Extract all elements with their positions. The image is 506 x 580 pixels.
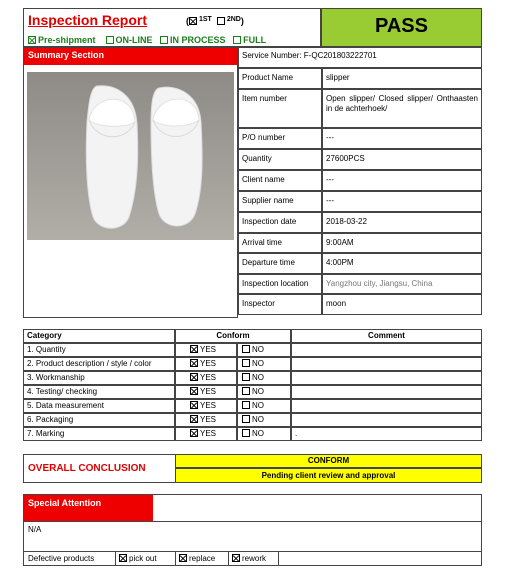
full-checkbox[interactable] bbox=[233, 36, 241, 44]
comment-cell bbox=[291, 371, 482, 385]
first-round-checkbox[interactable] bbox=[189, 17, 197, 25]
yes-checkbox[interactable] bbox=[190, 429, 198, 437]
comment-cell bbox=[291, 413, 482, 427]
yes-label: YES bbox=[200, 387, 217, 396]
yes-option[interactable] bbox=[190, 401, 216, 411]
slipper-image bbox=[27, 72, 234, 240]
yes-label: YES bbox=[200, 373, 217, 382]
no-checkbox[interactable] bbox=[242, 429, 250, 437]
defective-sep-3 bbox=[228, 551, 229, 566]
service-number: Service Number: F-QC201803222701 bbox=[242, 51, 377, 60]
field-value: 9:00AM bbox=[326, 238, 354, 247]
field-label: P/O number bbox=[242, 133, 286, 142]
no-label: NO bbox=[252, 429, 264, 438]
defective-sep-1 bbox=[115, 551, 116, 566]
no-label: NO bbox=[252, 415, 264, 424]
field-value: 2018-03-22 bbox=[326, 217, 367, 226]
overall-note: Pending client review and approval bbox=[261, 471, 396, 480]
special-divider bbox=[23, 521, 482, 522]
category-label: 6. Packaging bbox=[27, 415, 74, 424]
no-option[interactable] bbox=[242, 373, 264, 383]
no-option[interactable] bbox=[242, 429, 264, 439]
yes-checkbox[interactable] bbox=[190, 345, 198, 353]
no-label: NO bbox=[252, 359, 264, 368]
special-attention-text: N/A bbox=[28, 525, 42, 534]
header-conform: Conform bbox=[216, 331, 250, 340]
inspection-type-options bbox=[28, 35, 266, 45]
yes-label: YES bbox=[200, 345, 217, 354]
field-value: moon bbox=[326, 299, 347, 308]
no-label: NO bbox=[252, 387, 264, 396]
yes-label: YES bbox=[200, 359, 217, 368]
field-label: Client name bbox=[242, 175, 285, 184]
field-value-cell bbox=[322, 128, 482, 149]
comment-cell bbox=[291, 399, 482, 413]
defective-sep-4 bbox=[278, 551, 279, 566]
field-label: Item number bbox=[242, 94, 287, 103]
no-label: NO bbox=[252, 345, 264, 354]
field-value: --- bbox=[326, 196, 334, 205]
rework-checkbox[interactable] bbox=[232, 554, 240, 562]
field-label: Inspector bbox=[242, 299, 275, 308]
field-value-cell bbox=[322, 191, 482, 212]
comment-cell bbox=[291, 343, 482, 357]
field-label: Quantity bbox=[242, 154, 272, 163]
option-in-process[interactable]: IN PROCESS bbox=[160, 35, 226, 45]
no-label: NO bbox=[252, 401, 264, 410]
overall-label: OVERALL CONCLUSION bbox=[28, 463, 146, 474]
second-round-checkbox[interactable] bbox=[217, 17, 225, 25]
yes-label: YES bbox=[200, 429, 217, 438]
field-label: Inspection date bbox=[242, 217, 297, 226]
option-full[interactable]: FULL bbox=[233, 35, 266, 45]
pre-shipment-checkbox[interactable] bbox=[28, 36, 36, 44]
yes-option[interactable] bbox=[190, 429, 216, 439]
no-option[interactable] bbox=[242, 359, 264, 369]
yes-label: YES bbox=[200, 401, 217, 410]
field-label: Arrival time bbox=[242, 238, 283, 247]
summary-section-title: Summary Section bbox=[24, 48, 237, 65]
comment-text: . bbox=[295, 429, 298, 438]
category-label: 3. Workmanship bbox=[27, 373, 85, 382]
overall-result: CONFORM bbox=[307, 456, 350, 465]
no-checkbox[interactable] bbox=[242, 415, 250, 423]
option-on-line[interactable]: ON-LINE bbox=[106, 35, 153, 45]
yes-checkbox[interactable] bbox=[190, 401, 198, 409]
yes-checkbox[interactable] bbox=[190, 359, 198, 367]
comment-cell bbox=[291, 427, 482, 441]
defective-option-rework[interactable]: rework bbox=[232, 554, 266, 564]
yes-label: YES bbox=[200, 415, 217, 424]
no-checkbox[interactable] bbox=[242, 387, 250, 395]
in-process-checkbox[interactable] bbox=[160, 36, 168, 44]
product-photo bbox=[27, 72, 234, 240]
field-value-cell bbox=[322, 170, 482, 191]
field-label: Departure time bbox=[242, 258, 295, 267]
special-attention-title: Special Attention bbox=[24, 495, 153, 521]
result-text: PASS bbox=[375, 15, 428, 37]
no-option[interactable] bbox=[242, 387, 264, 397]
header-comment: Comment bbox=[368, 331, 405, 340]
field-value: 4:00PM bbox=[326, 258, 354, 267]
yes-option[interactable] bbox=[190, 415, 216, 425]
category-label: 1. Quantity bbox=[27, 345, 66, 354]
field-label: Product Name bbox=[242, 73, 294, 82]
field-value: --- bbox=[326, 175, 334, 184]
field-label: Supplier name bbox=[242, 196, 294, 205]
yes-checkbox[interactable] bbox=[190, 415, 198, 423]
no-label: NO bbox=[252, 373, 264, 382]
category-label: 7. Marking bbox=[27, 429, 65, 438]
on-line-checkbox[interactable] bbox=[106, 36, 114, 44]
no-option[interactable] bbox=[242, 345, 264, 355]
yes-option[interactable] bbox=[190, 373, 216, 383]
category-label: 2. Product description / style / color bbox=[27, 359, 152, 368]
defective-option-replace[interactable]: replace bbox=[179, 554, 215, 564]
header-category: Category bbox=[27, 331, 62, 340]
no-checkbox[interactable] bbox=[242, 401, 250, 409]
field-value: Yangzhou city, Jiangsu, China bbox=[326, 279, 433, 288]
category-label: 4. Testing/ checking bbox=[27, 387, 98, 396]
report-title: Inspection Report bbox=[28, 12, 148, 28]
yes-option[interactable] bbox=[190, 359, 216, 369]
defective-label: Defective products bbox=[28, 554, 95, 563]
replace-checkbox[interactable] bbox=[179, 554, 187, 562]
pick-out-checkbox[interactable] bbox=[119, 554, 127, 562]
no-option[interactable] bbox=[242, 415, 264, 425]
option-pre-shipment[interactable]: Pre-shipment bbox=[28, 35, 96, 45]
yes-option[interactable] bbox=[190, 387, 216, 397]
comment-cell bbox=[291, 385, 482, 399]
category-label: 5. Data measurement bbox=[27, 401, 104, 410]
yes-checkbox[interactable] bbox=[190, 387, 198, 395]
field-value: --- bbox=[326, 133, 334, 142]
defective-option-pick-out[interactable]: pick out bbox=[119, 554, 157, 564]
field-value: 27600PCS bbox=[326, 154, 365, 163]
field-value: Open slipper/ Closed slipper/ Onthaasten in de achterhoek/ bbox=[326, 94, 478, 113]
yes-option[interactable] bbox=[190, 345, 216, 355]
no-checkbox[interactable] bbox=[242, 373, 250, 381]
no-checkbox[interactable] bbox=[242, 359, 250, 367]
yes-checkbox[interactable] bbox=[190, 373, 198, 381]
comment-cell bbox=[291, 357, 482, 371]
field-label: Inspection location bbox=[242, 279, 309, 288]
field-value: slipper bbox=[326, 73, 350, 82]
inspection-round: ( $^{1ST}$ $^{2ND}$) bbox=[186, 16, 244, 26]
defective-divider bbox=[23, 551, 482, 552]
no-option[interactable] bbox=[242, 401, 264, 411]
no-checkbox[interactable] bbox=[242, 345, 250, 353]
defective-sep-2 bbox=[175, 551, 176, 566]
